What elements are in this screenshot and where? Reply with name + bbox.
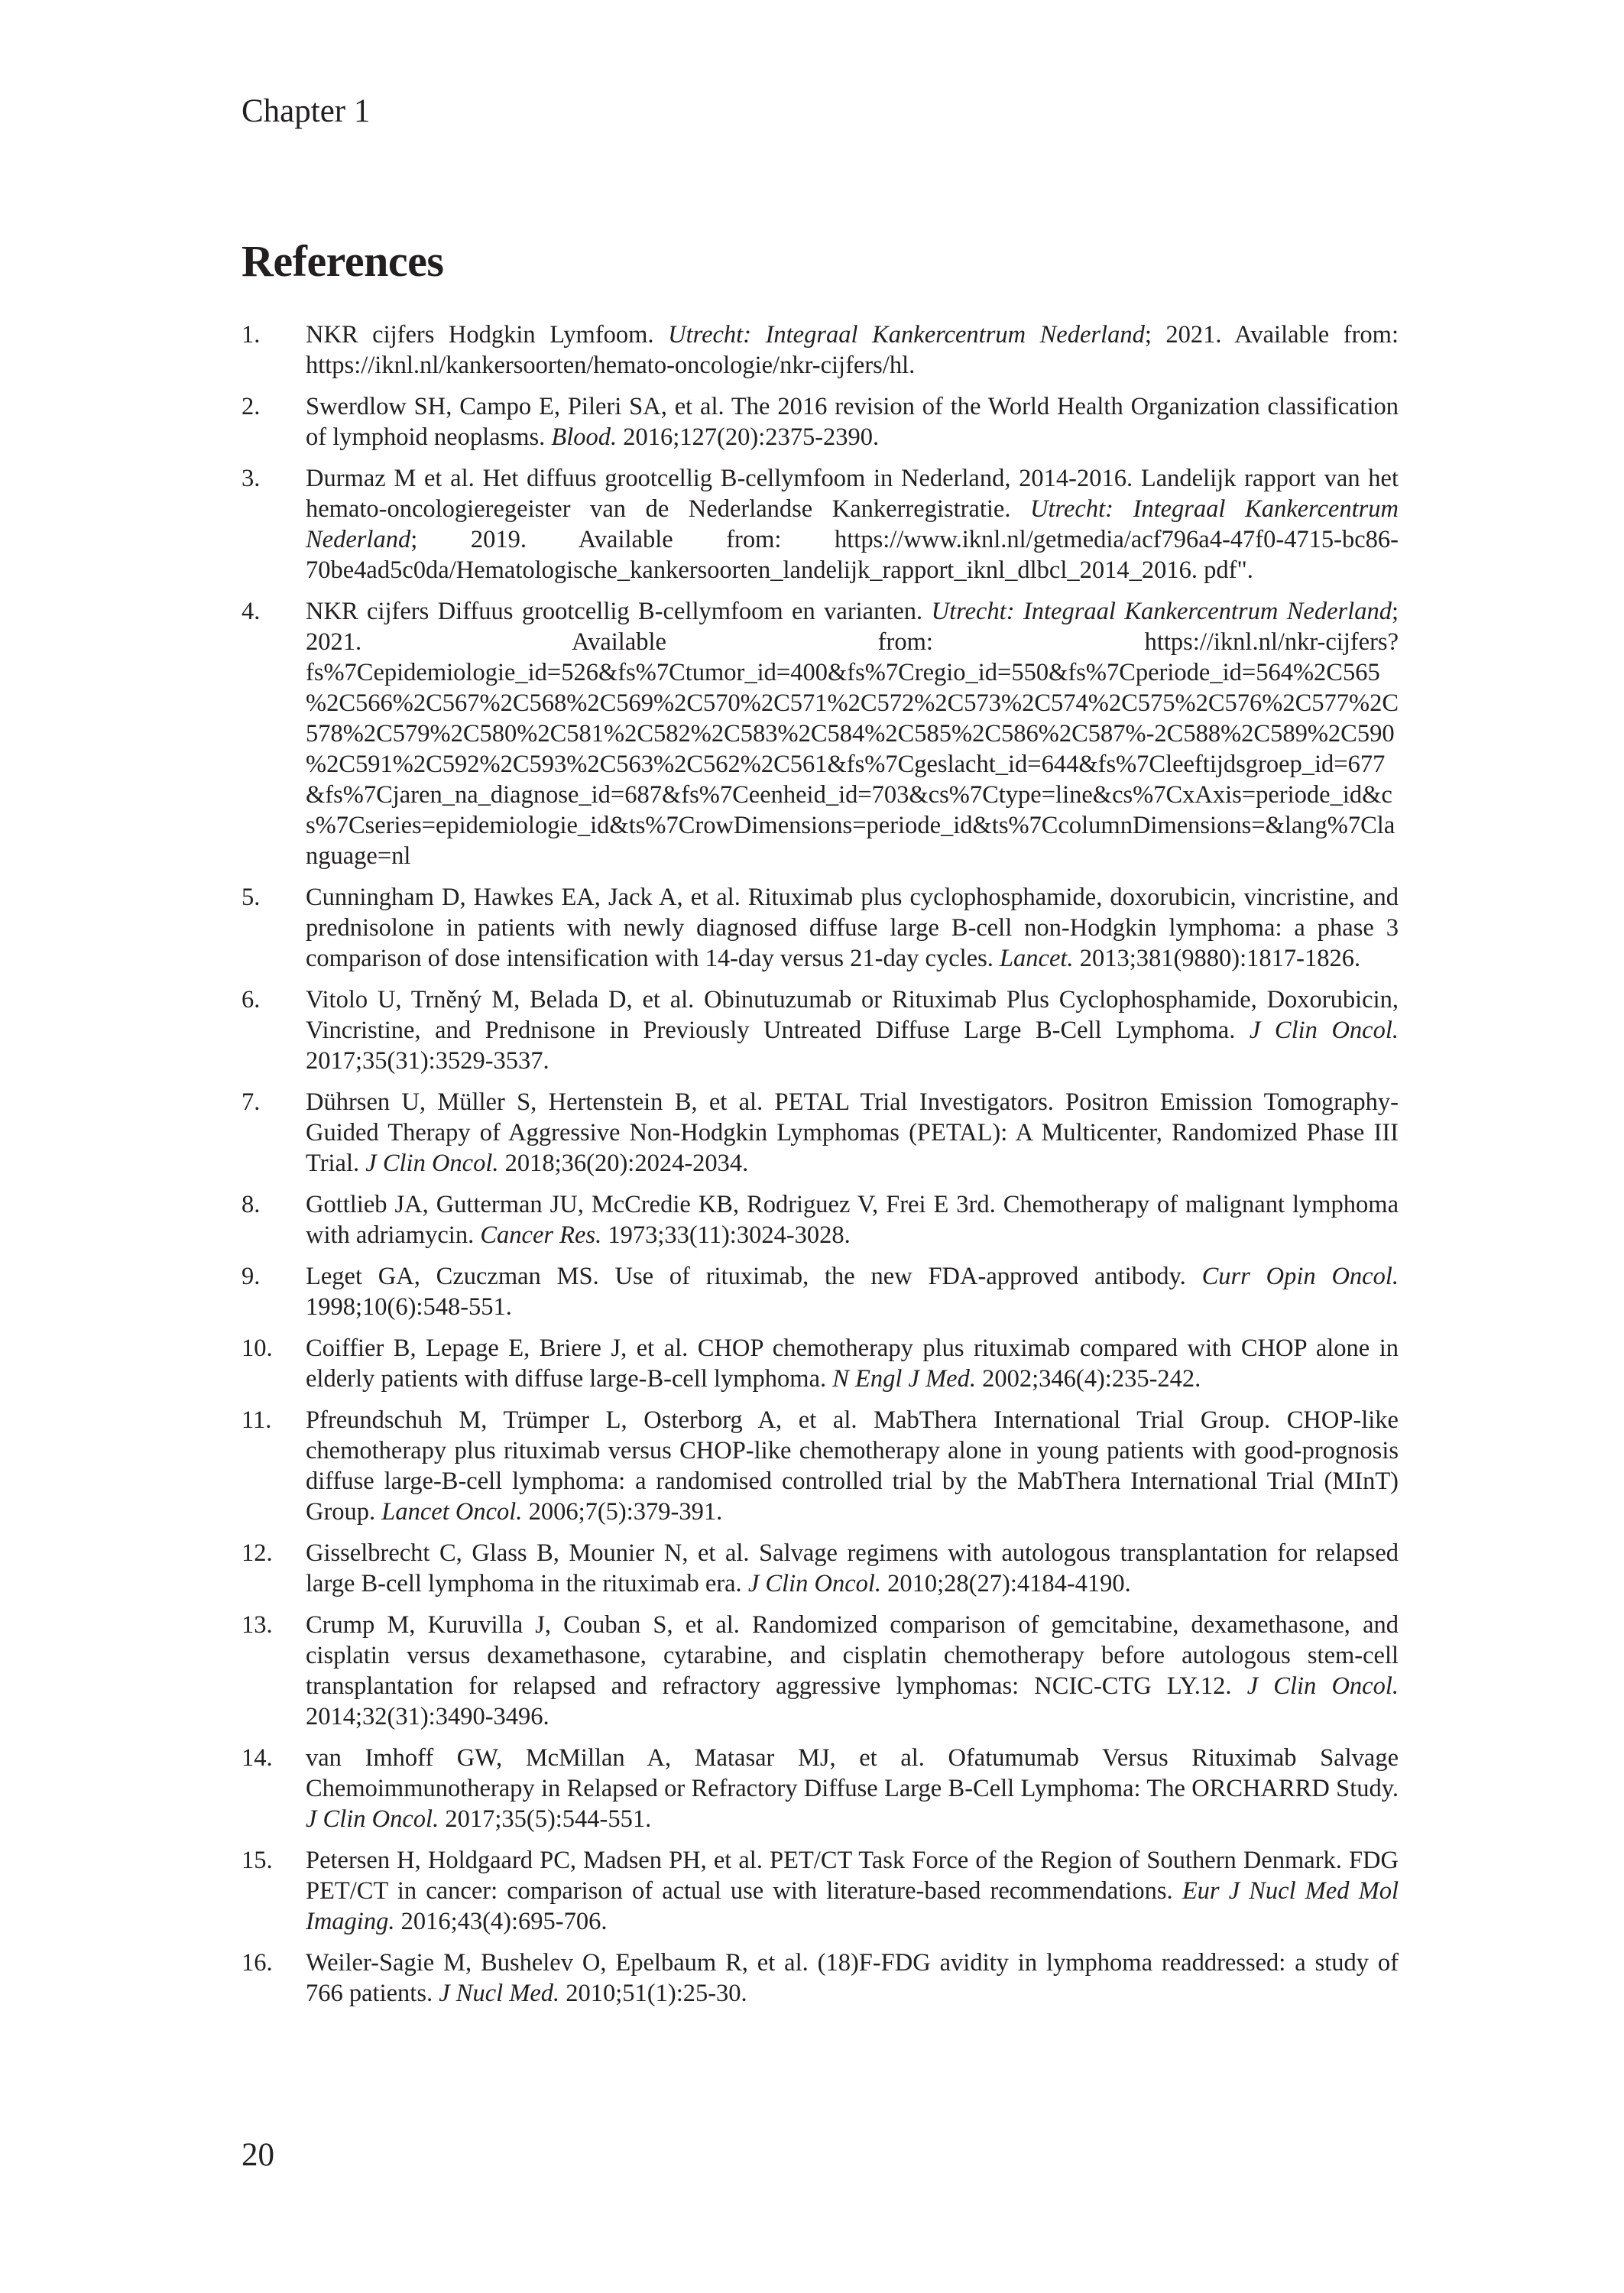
reference-number: 16. bbox=[241, 1949, 273, 1977]
reference-text: Leget GA, Czuczman MS. Use of rituximab, the new FDA-approved antibody. Curr Opin Oncol. 1998;10(6):548-551. bbox=[306, 1263, 1399, 1321]
reference-number: 2. bbox=[241, 393, 261, 420]
reference-text: Swerdlow SH, Campo E, Pileri SA, et al. The 2016 revision of the World Health Organization classification of lymphoid neoplasms. Blood. 2016;127(20):2375-2390. bbox=[306, 393, 1399, 451]
reference-number: 4. bbox=[241, 598, 261, 625]
reference-item-16 bbox=[241, 1948, 1399, 2009]
reference-text: Crump M, Kuruvilla J, Couban S, et al. Randomized comparison of gemcitabine, dexamethasone, and cisplatin versus dexamethasone, cytarabine, and cisplatin chemotherapy before autologous stem-cell transplantation for relapsed and refractory aggressive lymphomas: NCIC-CTG LY.12. J Clin Oncol. 2014;32(31):3490-3496. bbox=[306, 1611, 1399, 1730]
reference-list bbox=[241, 319, 1399, 2019]
reference-number: 6. bbox=[241, 986, 261, 1014]
reference-item-4 bbox=[241, 596, 1399, 871]
reference-item-10 bbox=[241, 1333, 1399, 1394]
reference-text: Gottlieb JA, Gutterman JU, McCredie KB, Rodriguez V, Frei E 3rd. Chemotherapy of malignant lymphoma with adriamycin. Cancer Res. 1973;33(11):3024-3028. bbox=[306, 1191, 1399, 1249]
reference-text: Pfreundschuh M, Trümper L, Osterborg A, et al. MabThera International Trial Group. CHOP-like chemotherapy plus rituximab versus CHOP-like chemotherapy alone in young patients with good-prognosis diffuse large-B-cell lymphoma: a randomised controlled trial by the MabThera International Trial (MInT) Group. Lancet Oncol. 2006;7(5):379-391. bbox=[306, 1406, 1399, 1526]
reference-number: 12. bbox=[241, 1539, 273, 1567]
reference-item-5 bbox=[241, 882, 1399, 974]
reference-item-11 bbox=[241, 1405, 1399, 1527]
reference-item-14 bbox=[241, 1743, 1399, 1834]
reference-number: 1. bbox=[241, 321, 261, 349]
reference-item-6 bbox=[241, 984, 1399, 1076]
reference-item-9 bbox=[241, 1261, 1399, 1322]
reference-item-3 bbox=[241, 463, 1399, 585]
reference-text: Durmaz M et al. Het diffuus grootcellig B-cellymfoom in Nederland, 2014-2016. Landelijk rapport van het hemato-oncologieregeister van de Nederlandse Kankerregistratie. Utrecht: Integraal Kankercentrum Nederland; 2019. Available from: https://www.iknl.nl/getmedia/acf796a4-47f0-4715-bc86-70be4ad5c0da/Hematologische_kankersoorten_landelijk_rapport_iknl_dlbcl_2014_2016. pdf". bbox=[306, 465, 1399, 584]
chapter-label: Chapter 1 bbox=[241, 93, 371, 129]
page-number: 20 bbox=[241, 2137, 274, 2173]
reference-number: 14. bbox=[241, 1744, 273, 1772]
reference-text: Cunningham D, Hawkes EA, Jack A, et al. Rituximab plus cyclophosphamide, doxorubicin, vincristine, and prednisolone in patients with newly diagnosed diffuse large B-cell non-Hodgkin lymphoma: a phase 3 comparison of dose intensification with 14-day versus 21-day cycles. Lancet. 2013;381(9880):1817-1826. bbox=[306, 884, 1399, 972]
reference-number: 9. bbox=[241, 1263, 261, 1290]
reference-item-13 bbox=[241, 1610, 1399, 1732]
reference-number: 10. bbox=[241, 1335, 273, 1362]
reference-number: 3. bbox=[241, 465, 261, 492]
reference-number: 15. bbox=[241, 1847, 273, 1874]
reference-text: van Imhoff GW, McMillan A, Matasar MJ, et al. Ofatumumab Versus Rituximab Salvage Chemoimmunotherapy in Relapsed or Refractory Diffuse Large B-Cell Lymphoma: The ORCHARRD Study. J Clin Oncol. 2017;35(5):544-551. bbox=[306, 1744, 1399, 1833]
reference-number: 8. bbox=[241, 1191, 261, 1218]
reference-item-15 bbox=[241, 1845, 1399, 1937]
reference-text: Coiffier B, Lepage E, Briere J, et al. CHOP chemotherapy plus rituximab compared with CHOP alone in elderly patients with diffuse large-B-cell lymphoma. N Engl J Med. 2002;346(4):235-242. bbox=[306, 1335, 1399, 1393]
reference-text: Weiler-Sagie M, Bushelev O, Epelbaum R, et al. (18)F-FDG avidity in lymphoma readdressed: a study of 766 patients. J Nucl Med. 2010;51(1):25-30. bbox=[306, 1949, 1399, 2007]
reference-item-12 bbox=[241, 1538, 1399, 1599]
reference-item-8 bbox=[241, 1189, 1399, 1250]
reference-number: 7. bbox=[241, 1088, 261, 1116]
reference-item-7 bbox=[241, 1087, 1399, 1179]
reference-number: 11. bbox=[241, 1406, 272, 1434]
reference-text: Petersen H, Holdgaard PC, Madsen PH, et al. PET/CT Task Force of the Region of Southern Denmark. FDG PET/CT in cancer: comparison of actual use with literature-based recommendations. Eur J Nucl Med Mol Imaging. 2016;43(4):695-706. bbox=[306, 1847, 1399, 1935]
reference-text: NKR cijfers Hodgkin Lymfoom. Utrecht: Integraal Kankercentrum Nederland; 2021. Available from: https://iknl.nl/kankersoorten/hemato-oncologie/nkr-cijfers/hl. bbox=[306, 321, 1399, 379]
reference-text: NKR cijfers Diffuus grootcellig B-cellymfoom en varianten. Utrecht: Integraal Kankercentrum Nederland; 2021. Available from: https://iknl.nl/nkr-cijfers?fs%7Cepidemiologie_id=526&fs%7Ctumor_id=400&fs%7Cregio_id=550&fs%7Cperiode_id=564%2C565%2C566%2C567%2C568%2C569%2C570%2C571%2C572%2C573%2C574%2C575%2C576%2C577%2C578%2C579%2C580%2C581%2C582%2C583%2C584%2C585%2C586%2C587%-2C588%2C589%2C590%2C591%2C592%2C593%2C563%2C562%2C561&fs%7Cgeslacht_id=644&fs%7Cleeftijdsgroep_id=677&fs%7Cjaren_na_diagnose_id=687&fs%7Ceenheid_id=703&cs%7Ctype=line&cs%7CxAxis=periode_id&cs%7Cseries=epidemiologie_id&ts%7CrowDimensions=periode_id&ts%7CcolumnDimensions=&lang%7Clanguage=nl bbox=[306, 598, 1399, 870]
references-heading: References bbox=[241, 236, 444, 286]
reference-text: Dührsen U, Müller S, Hertenstein B, et al. PETAL Trial Investigators. Positron Emission Tomography-Guided Therapy of Aggressive Non-Hodgkin Lymphomas (PETAL): A Multicenter, Randomized Phase III Trial. J Clin Oncol. 2018;36(20):2024-2034. bbox=[306, 1088, 1399, 1177]
reference-text: Vitolo U, Trněný M, Belada D, et al. Obinutuzumab or Rituximab Plus Cyclophosphamide, Doxorubicin, Vincristine, and Prednisone in Previously Untreated Diffuse Large B-Cell Lymphoma. J Clin Oncol. 2017;35(31):3529-3537. bbox=[306, 986, 1399, 1075]
reference-text: Gisselbrecht C, Glass B, Mounier N, et al. Salvage regimens with autologous transplantation for relapsed large B-cell lymphoma in the rituximab era. J Clin Oncol. 2010;28(27):4184-4190. bbox=[306, 1539, 1399, 1597]
reference-item-2 bbox=[241, 391, 1399, 452]
reference-number: 5. bbox=[241, 884, 261, 911]
reference-number: 13. bbox=[241, 1611, 273, 1639]
reference-item-1 bbox=[241, 319, 1399, 381]
